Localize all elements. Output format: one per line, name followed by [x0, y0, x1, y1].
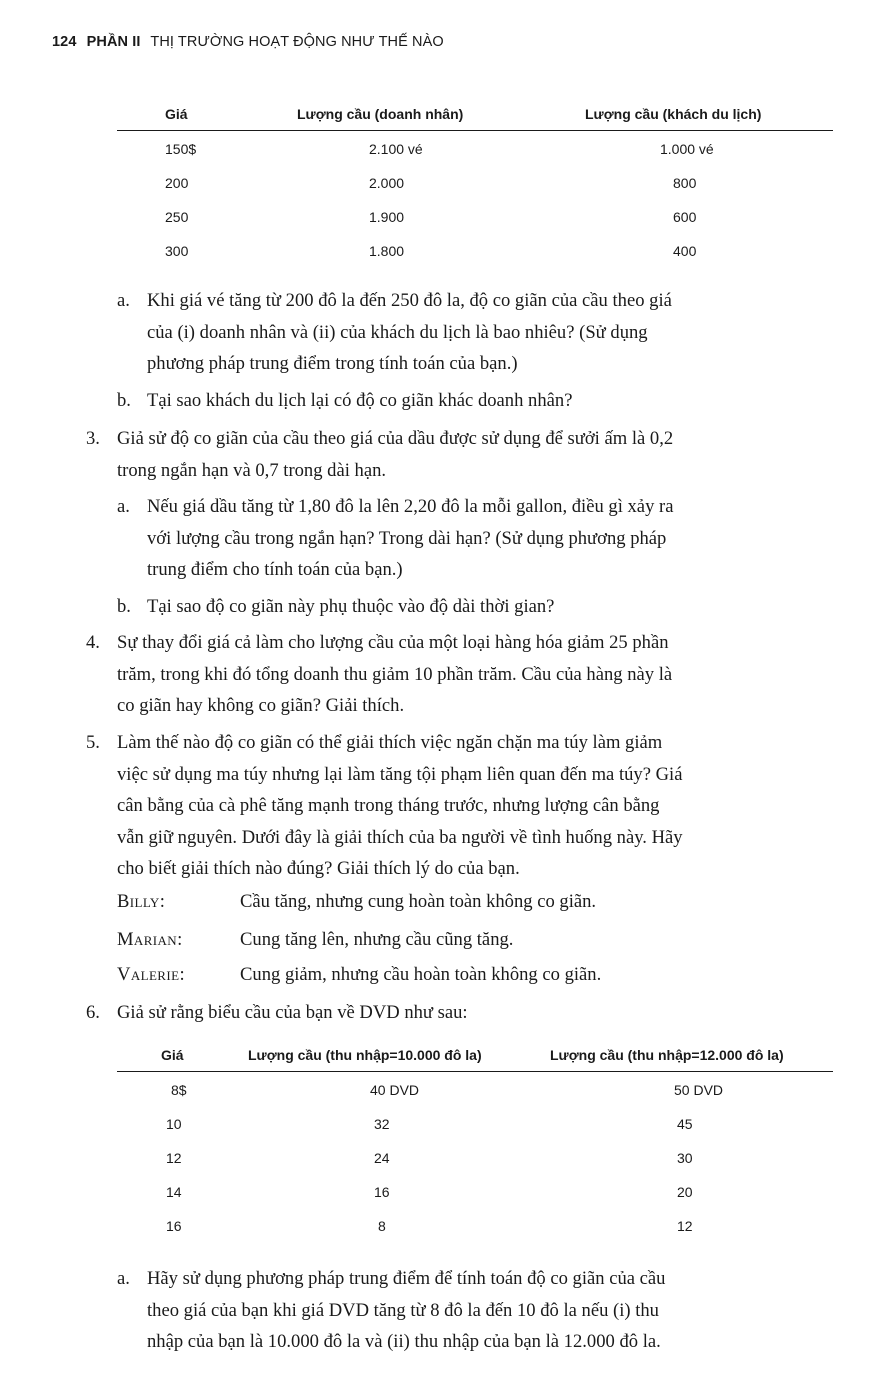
- cell-qty-10000: 32: [374, 1116, 390, 1132]
- cell-price: 14: [166, 1184, 182, 1200]
- cell-price: 10: [166, 1116, 182, 1132]
- cell-price: 150$: [165, 141, 197, 157]
- q6a-marker: a.: [117, 1268, 130, 1289]
- speaker-valerie-text: Cung giảm, nhưng cầu hoàn toàn không co giãn.: [240, 964, 602, 985]
- text-line: Tại sao độ co giãn này phụ thuộc vào độ dài thời gian?: [147, 596, 555, 617]
- table-row: [117, 165, 833, 199]
- header-qty-business: Lượng cầu (doanh nhân): [297, 106, 464, 122]
- cell-qty-10000: 24: [374, 1150, 390, 1166]
- part-label: PHẦN II: [86, 34, 141, 50]
- speaker-billy-text: Cầu tăng, nhưng cung hoàn toàn không co giãn.: [240, 891, 597, 912]
- text-line: nhập của bạn là 10.000 đô la và (ii) thu nhập của bạn là 12.000 đô la.: [147, 1331, 661, 1352]
- q2a-marker: a.: [117, 290, 130, 311]
- table-row: [117, 1208, 833, 1242]
- cell-qty-12000: 45: [677, 1116, 693, 1132]
- text-line: cho biết giải thích nào đúng? Giải thích lý do của bạn.: [117, 858, 520, 879]
- text-line: co giãn hay không co giãn? Giải thích.: [117, 695, 405, 716]
- cell-qty-tourist: 1.000 vé: [660, 141, 714, 157]
- text-line: Khi giá vé tăng từ 200 đô la đến 250 đô la, độ co giãn của cầu theo giá: [147, 290, 672, 311]
- cell-qty-12000: 20: [677, 1184, 693, 1200]
- cell-price: 250: [165, 209, 189, 225]
- q6-marker: 6.: [86, 1002, 100, 1023]
- header-qty-tourist: Lượng cầu (khách du lịch): [585, 106, 762, 122]
- text-line: với lượng cầu trong ngắn hạn? Trong dài hạn? (Sử dụng phương pháp: [147, 527, 667, 549]
- speaker-valerie: Valerie:: [117, 964, 186, 985]
- text-line: Nếu giá dầu tăng từ 1,80 đô la lên 2,20 đô la mỗi gallon, điều gì xảy ra: [147, 496, 674, 517]
- text-line: cân bằng của cà phê tăng mạnh trong tháng trước, nhưng lượng cân bằng: [117, 795, 660, 816]
- question-6a: [147, 1263, 665, 1358]
- part-title: THỊ TRƯỜNG HOẠT ĐỘNG NHƯ THẾ NÀO: [150, 34, 444, 50]
- cell-qty-business: 2.000: [369, 175, 405, 191]
- question-5: [117, 727, 683, 885]
- question-3: [117, 423, 673, 486]
- table-row: [117, 1174, 833, 1208]
- table-row: [117, 199, 833, 233]
- table-header-row: [117, 100, 833, 131]
- question-6: [117, 997, 468, 1029]
- cell-price: 300: [165, 243, 189, 259]
- text-line: Hãy sử dụng phương pháp trung điểm để tính toán độ co giãn của cầu: [147, 1268, 666, 1289]
- text-line: Làm thế nào độ co giãn có thể giải thích việc ngăn chặn ma túy làm giảm: [117, 732, 663, 753]
- cell-qty-12000: 12: [677, 1218, 693, 1234]
- text-line: phương pháp trung điểm trong tính toán của bạn.): [147, 353, 518, 374]
- cell-qty-tourist: 800: [673, 175, 697, 191]
- speaker-billy: Billy:: [117, 891, 166, 912]
- text-line: trăm, trong khi đó tổng doanh thu giảm 10 phần trăm. Cầu của hàng này là: [117, 663, 673, 685]
- cell-qty-tourist: 600: [673, 209, 697, 225]
- text-line: Sự thay đổi giá cả làm cho lượng cầu của một loại hàng hóa giảm 25 phần: [117, 632, 669, 653]
- demand-table-dvd: [117, 1041, 833, 1242]
- question-2a: [147, 285, 672, 380]
- question-2b: [147, 385, 572, 417]
- table-row: [117, 131, 833, 165]
- question-3b: [147, 591, 554, 623]
- text-line: Giả sử độ co giãn của cầu theo giá của dầu được sử dụng để sưởi ấm là 0,2: [117, 428, 674, 449]
- cell-price: 200: [165, 175, 189, 191]
- header-qty-income-10000: Lượng cầu (thu nhập=10.000 đô la): [248, 1047, 482, 1063]
- table-row: [117, 1140, 833, 1174]
- cell-qty-business: 2.100 vé: [369, 141, 423, 157]
- q2b-marker: b.: [117, 390, 131, 411]
- text-line: theo giá của bạn khi giá DVD tăng từ 8 đô la đến 10 đô la nếu (i) thu: [147, 1299, 659, 1321]
- q3b-marker: b.: [117, 596, 131, 617]
- cell-price: 12: [166, 1150, 182, 1166]
- speaker-marian-text: Cung tăng lên, nhưng cầu cũng tăng.: [240, 929, 514, 950]
- header-price: Giá: [165, 106, 188, 122]
- q3a-marker: a.: [117, 496, 130, 517]
- text-line: trung điểm cho tính toán của bạn.): [147, 559, 403, 580]
- page-number: 124: [52, 34, 77, 50]
- cell-qty-business: 1.800: [369, 243, 405, 259]
- text-line: việc sử dụng ma túy nhưng lại làm tăng tội phạm liên quan đến ma túy? Giá: [117, 763, 683, 785]
- running-head: [52, 34, 444, 50]
- text-line: vẫn giữ nguyên. Dưới đây là giải thích của ba người về tình huống này. Hãy: [117, 826, 683, 848]
- table-header-row: [117, 1041, 833, 1072]
- text-line: Tại sao khách du lịch lại có độ co giãn khác doanh nhân?: [147, 390, 573, 411]
- table-row: [117, 1106, 833, 1140]
- q5-marker: 5.: [86, 732, 100, 753]
- question-4: [117, 627, 672, 722]
- q3-marker: 3.: [86, 428, 100, 449]
- text-line: trong ngắn hạn và 0,7 trong dài hạn.: [117, 459, 387, 481]
- header-qty-income-12000: Lượng cầu (thu nhập=12.000 đô la): [550, 1047, 784, 1063]
- demand-table-tickets: [117, 100, 833, 267]
- cell-qty-12000: 50 DVD: [674, 1082, 724, 1098]
- cell-qty-10000: 8: [378, 1218, 386, 1234]
- text-line: của (i) doanh nhân và (ii) của khách du lịch là bao nhiêu? (Sử dụng: [147, 321, 648, 343]
- text-line: Giả sử rằng biểu cầu của bạn về DVD như sau:: [117, 1002, 468, 1023]
- cell-price: 16: [166, 1218, 182, 1234]
- cell-qty-10000: 40 DVD: [370, 1082, 420, 1098]
- cell-qty-tourist: 400: [673, 243, 697, 259]
- header-price: Giá: [161, 1047, 184, 1063]
- cell-qty-12000: 30: [677, 1150, 693, 1166]
- cell-qty-business: 1.900: [369, 209, 405, 225]
- table-row: [117, 1072, 833, 1106]
- cell-price: 8$: [171, 1082, 187, 1098]
- table-row: [117, 233, 833, 267]
- cell-qty-10000: 16: [374, 1184, 390, 1200]
- q4-marker: 4.: [86, 632, 100, 653]
- speaker-marian: Marian:: [117, 929, 183, 950]
- question-3a: [147, 491, 673, 586]
